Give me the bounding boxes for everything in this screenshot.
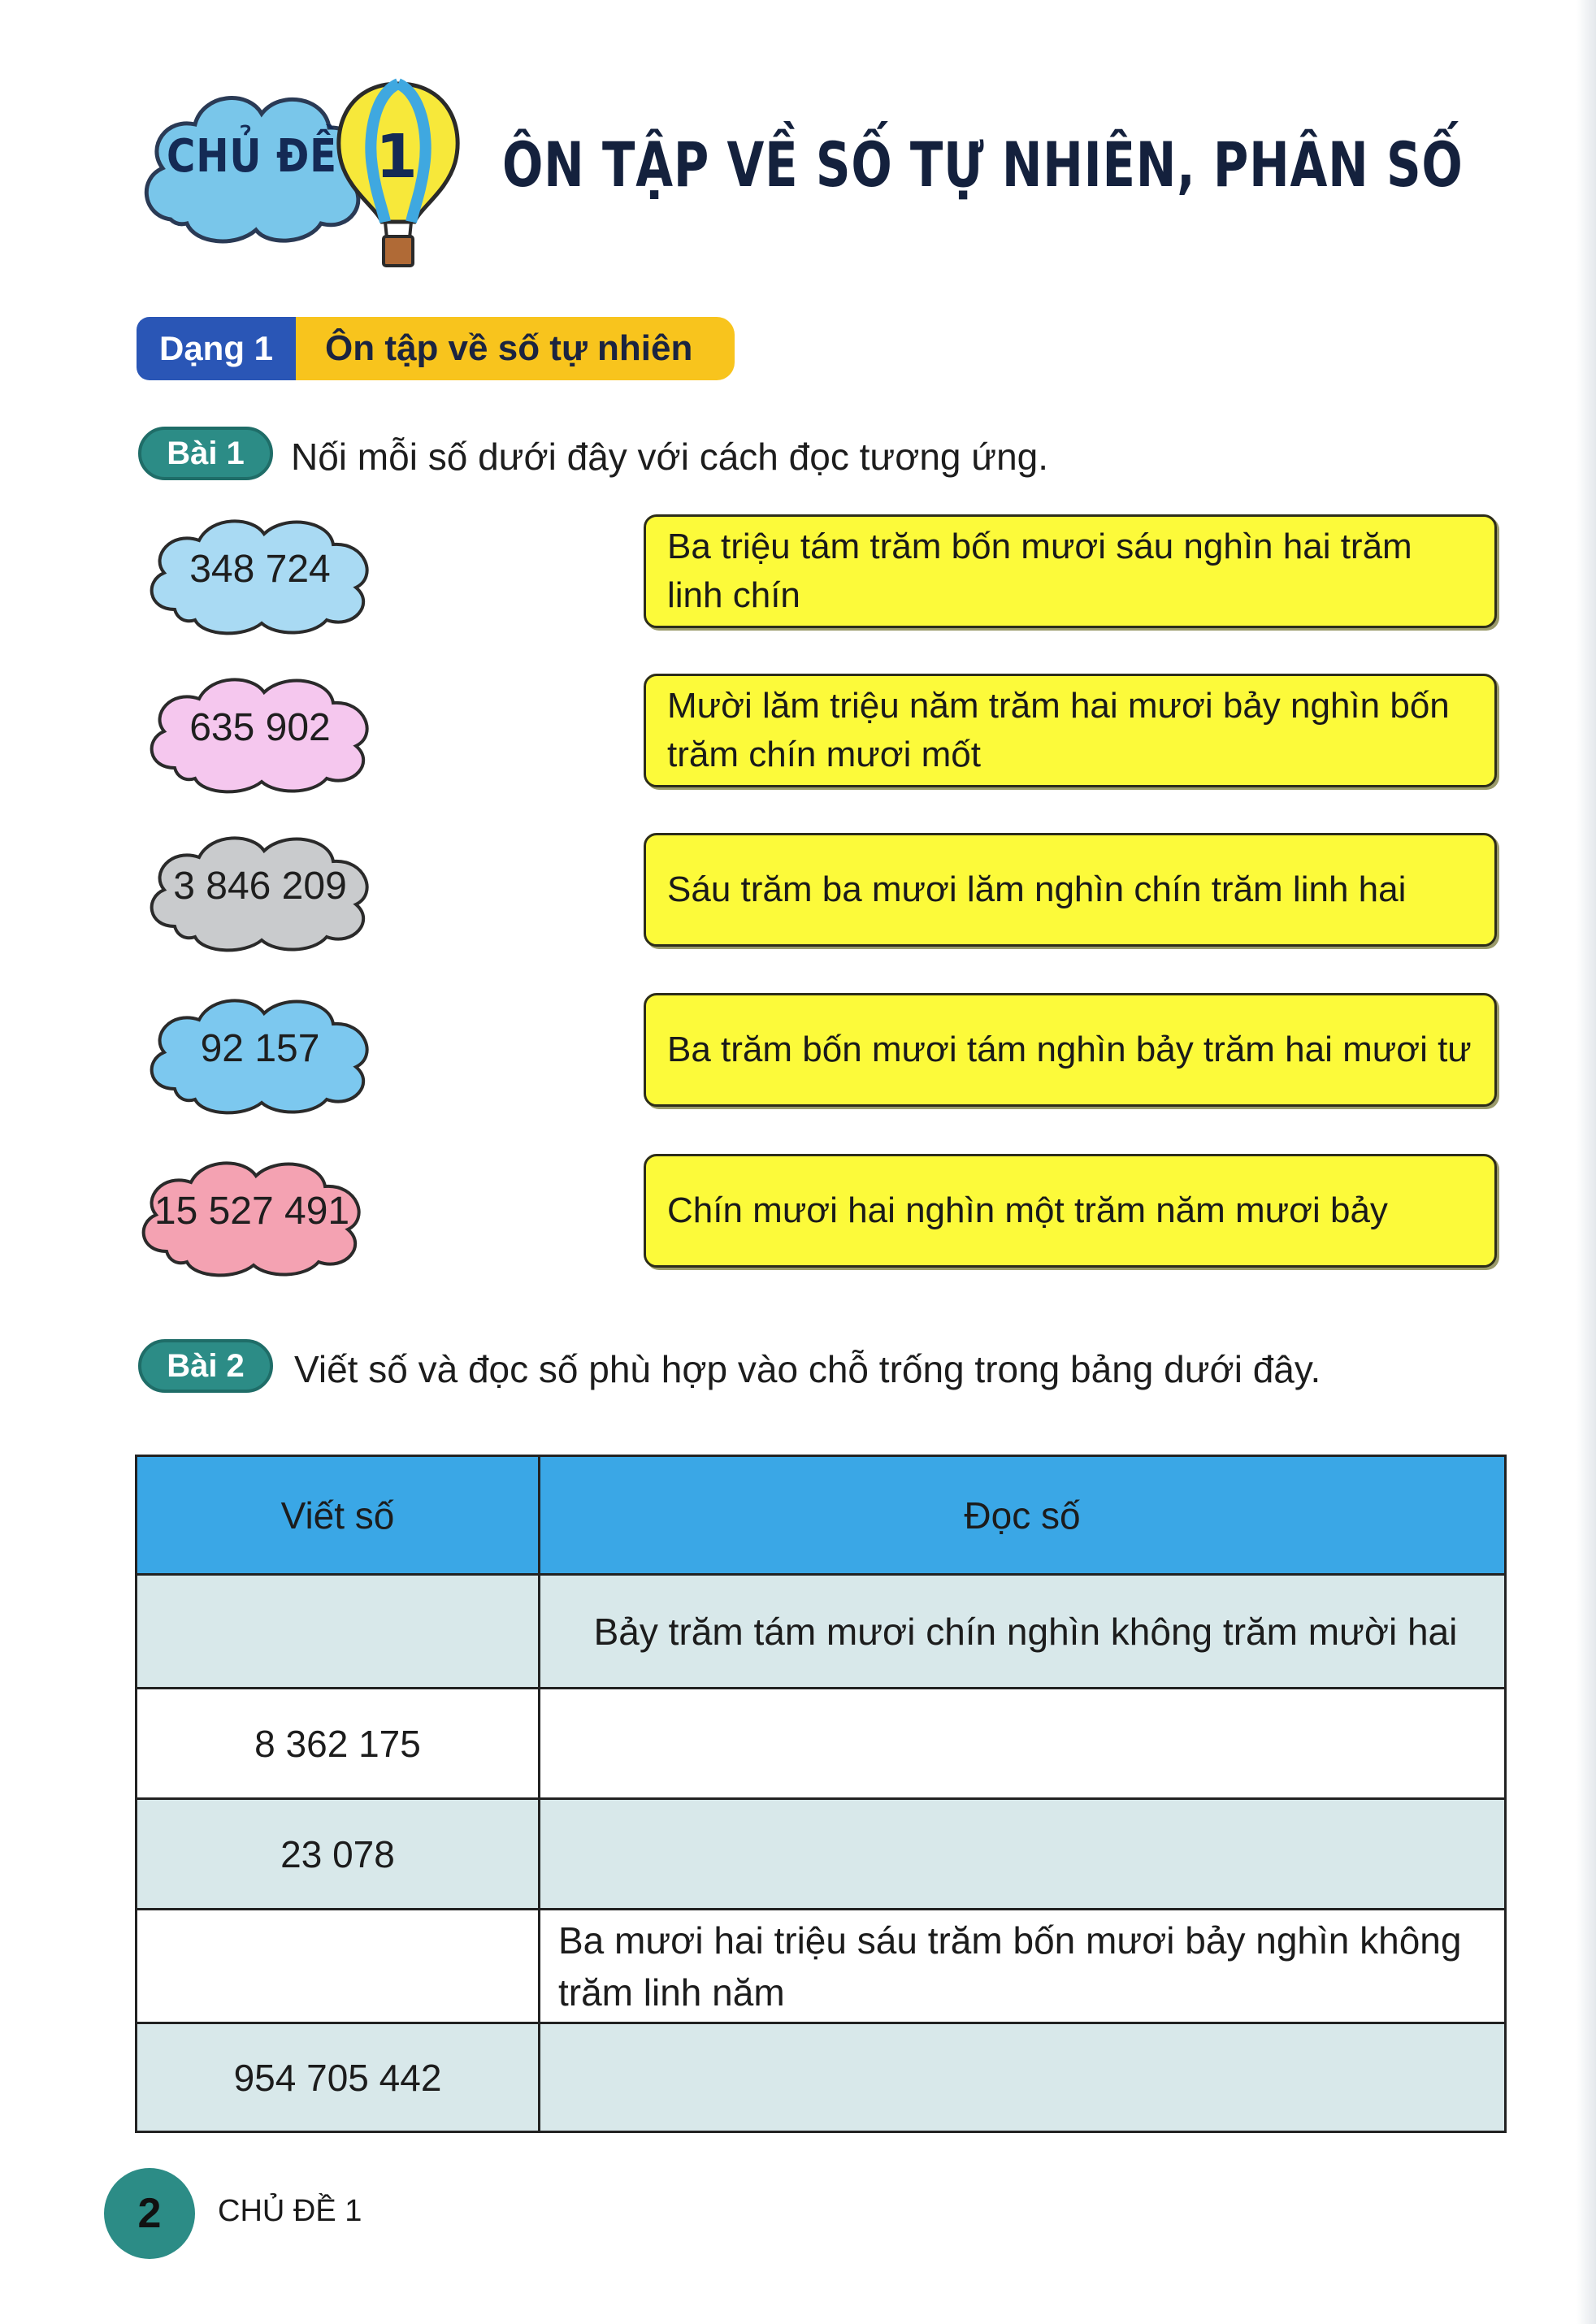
reading-box[interactable] <box>644 514 1497 628</box>
reading-text: Sáu trăm ba mươi lăm nghìn chín trăm linh hai <box>667 869 1407 909</box>
doc-so-cell[interactable] <box>540 1799 1506 1910</box>
number-cloud <box>138 666 382 796</box>
table-row <box>137 1575 1506 1689</box>
reading-text: Ba trăm bốn mươi tám nghìn bảy trăm hai mươi tư <box>667 1030 1472 1069</box>
number-value: 92 157 <box>200 1026 320 1070</box>
table-row <box>137 1910 1506 2023</box>
viet-so-cell[interactable] <box>137 1910 540 2023</box>
exercise-2-label: Bài 2 <box>138 1339 273 1393</box>
number-cloud <box>138 987 382 1117</box>
reading-box[interactable] <box>644 833 1497 947</box>
reading-text: Ba triệu tám trăm bốn mươi sáu nghìn hai trăm linh chín <box>667 527 1412 615</box>
page-number-badge: 2 <box>104 2168 195 2259</box>
viet-so-cell: 23 078 <box>137 1799 540 1910</box>
number-table <box>135 1455 1507 2133</box>
reading-box[interactable] <box>644 993 1497 1107</box>
viet-so-cell[interactable] <box>137 1575 540 1689</box>
header-doc-so: Đọc số <box>540 1456 1506 1575</box>
table-header-row <box>137 1456 1506 1575</box>
doc-so-cell: Bảy trăm tám mươi chín nghìn không trăm mười hai <box>540 1575 1506 1689</box>
number-value: 15 527 491 <box>154 1189 350 1233</box>
number-value: 348 724 <box>189 547 331 591</box>
doc-so-cell: Ba mươi hai triệu sáu trăm bốn mươi bảy nghìn không trăm linh năm <box>540 1910 1506 2023</box>
page-edge-shadow <box>1576 0 1596 2324</box>
viet-so-cell: 954 705 442 <box>137 2023 540 2132</box>
exercise-1-label: Bài 1 <box>138 427 273 480</box>
reading-text: Mười lăm triệu năm trăm hai mươi bảy nghìn bốn trăm chín mươi mốt <box>667 686 1450 774</box>
table-row <box>137 2023 1506 2132</box>
section-tag: Dạng 1 <box>137 317 296 380</box>
number-cloud <box>130 1150 374 1280</box>
chu-de-label: CHỦ ĐỀ <box>167 130 337 183</box>
table-row <box>137 1689 1506 1799</box>
number-value: 3 846 209 <box>173 864 347 908</box>
reading-box[interactable] <box>644 1154 1497 1268</box>
doc-so-cell[interactable] <box>540 2023 1506 2132</box>
reading-text: Chín mươi hai nghìn một trăm năm mươi bảy <box>667 1190 1388 1230</box>
number-value: 635 902 <box>189 705 331 749</box>
page-title: ÔN TẬP VỀ SỐ TỰ NHIÊN, PHÂN SỐ <box>502 128 1464 201</box>
number-cloud <box>138 825 382 955</box>
viet-so-cell: 8 362 175 <box>137 1689 540 1799</box>
table-row <box>137 1799 1506 1910</box>
number-cloud <box>138 508 382 638</box>
exercise-1-instruction: Nối mỗi số dưới đây với cách đọc tương ứng. <box>291 436 1049 478</box>
reading-box[interactable] <box>644 674 1497 787</box>
doc-so-cell[interactable] <box>540 1689 1506 1799</box>
exercise-2-instruction: Viết số và đọc số phù hợp vào chỗ trống trong bảng dưới đây. <box>294 1348 1321 1390</box>
section-title: Ôn tập về số tự nhiên <box>296 317 735 380</box>
header-viet-so: Viết số <box>137 1456 540 1575</box>
footer-topic-label: CHỦ ĐỀ 1 <box>218 2194 362 2228</box>
topic-number: 1 <box>375 122 418 192</box>
